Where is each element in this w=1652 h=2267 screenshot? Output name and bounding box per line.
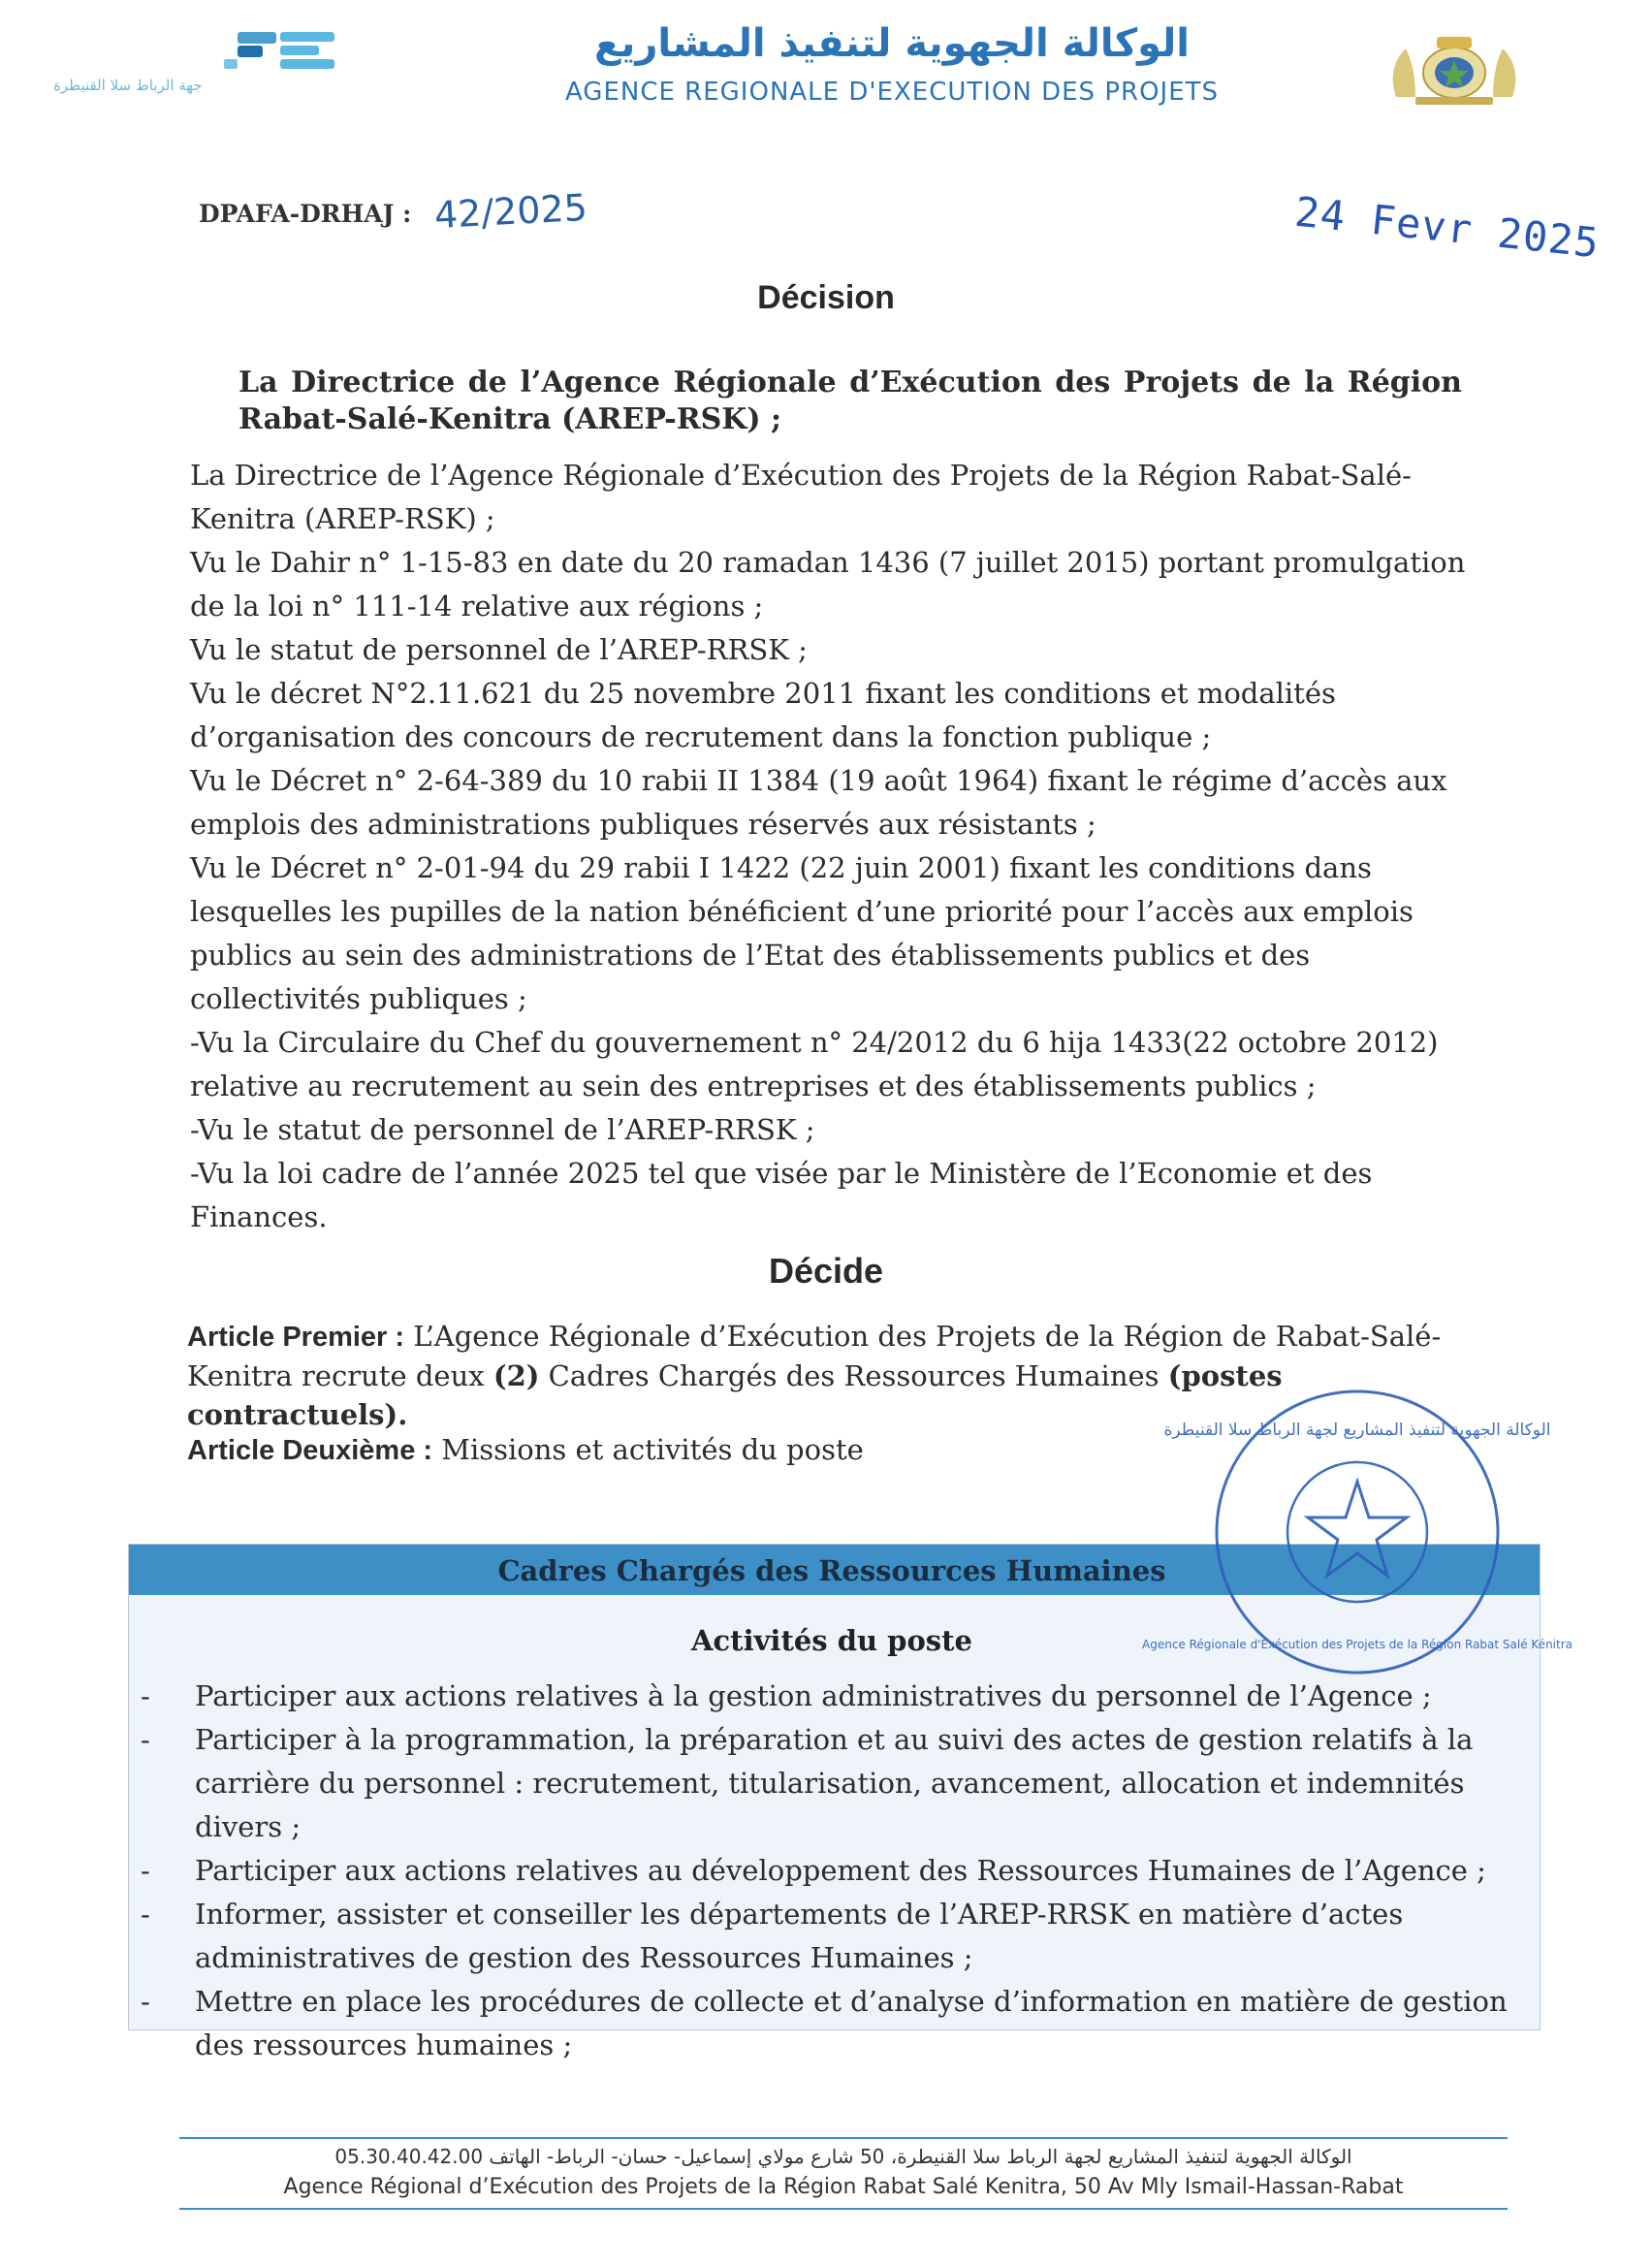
list-item: - Informer, assister et conseiller les départements de l’AREP-RRSK en matière d’actes administratives de gestion des Ressources Humaines ;: [141, 1898, 1404, 1974]
activity-text: Participer aux actions relatives au développement des Ressources Humaines de l’Agence ;: [195, 1854, 1486, 1887]
decide-title: Décide: [768, 1251, 884, 1291]
region-logo-text: جهة الرباط سلا القنيطرة: [53, 77, 203, 94]
visa-line: -Vu la loi cadre de l’année 2025 tel que visée par le Ministère de l’Economie et des Finances.: [190, 1157, 1373, 1233]
date-stamp: 24 Fevr 2025: [1292, 187, 1603, 268]
list-item: - Participer aux actions relatives au développement des Ressources Humaines de l’Agence ;: [141, 1854, 1486, 1887]
list-item: - Participer aux actions relatives à la gestion administratives du personnel de l’Agence ;: [141, 1679, 1432, 1712]
activity-text: Participer à la programmation, la préparation et au suivi des actes de gestion relatifs à la carrière du personnel : recrutement, titularisation, avancement, allocation et indemnités divers ;: [195, 1723, 1474, 1843]
article-deuxieme-label: Article Deuxième :: [187, 1435, 433, 1466]
visas-section: [190, 454, 1479, 1239]
reference-label: DPAFA-DRHAJ :: [199, 200, 412, 228]
footer-bottom-rule: [179, 2208, 1508, 2210]
article-deuxieme-text: Missions et activités du poste: [432, 1433, 864, 1466]
list-item: - Mettre en place les procédures de collecte et d’analyse d’information en matière de gestion des ressources humaines ;: [141, 1985, 1508, 2061]
visa-line: Vu le Décret n° 2-01-94 du 29 rabii I 1422 (22 juin 2001) fixant les conditions dans lesquelles les pupilles de la nation bénéficient d’une priorité pour l’accès aux emplois publics au sein des administrations de l’Etat des établissements publics et des collectivités publiques ;: [190, 851, 1414, 1015]
region-logo: [44, 24, 373, 107]
visa-line: Vu le Dahir n° 1-15-83 en date du 20 ramadan 1436 (7 juillet 2015) portant promulgation de la loi n° 111-14 relative aux régions ;: [190, 546, 1466, 623]
region-logo-icon: [44, 24, 373, 73]
document-subject: La Directrice de l’Agence Régionale d’Exécution des Projets de la Région Rabat-Salé-Kenitra (AREP-RSK) ;: [238, 366, 1462, 436]
job-title: Cadres Chargés des Ressources Humaines: [497, 1554, 1166, 1587]
kingdom-emblem-icon: [1377, 29, 1532, 112]
activity-text: Mettre en place les procédures de collecte et d’analyse d’information en matière de gestion des ressources humaines ;: [195, 1985, 1508, 2061]
document-title: Décision: [757, 279, 895, 316]
agency-name-arabic: الوكالة الجهوية لتنفيذ المشاريع: [593, 21, 1190, 66]
seal-outer-text: الوكالة الجهوية لتنفيذ المشاريع لجهة الرباط سلا القنيطرة: [1163, 1421, 1551, 1440]
visa-line: Vu le statut de personnel de l’AREP-RRSK ;: [190, 633, 808, 666]
footer-address-french: Agence Régional d’Exécution des Projets de la Région Rabat Salé Kenitra, 50 Av Mly Ismail-Hassan-Rabat: [283, 2175, 1404, 2199]
article-premier-count: (2): [492, 1359, 540, 1392]
list-item: - Participer à la programmation, la préparation et au suivi des actes de gestion relatifs à la carrière du personnel : recrutement, titularisation, avancement, allocation et indemnités divers ;: [141, 1723, 1474, 1843]
footer-top-rule: [179, 2137, 1508, 2139]
activities-list: [141, 1675, 1537, 2067]
article-premier-label: Article Premier :: [187, 1322, 405, 1353]
visa-line: Vu le Décret n° 2-64-389 du 10 rabii II 1384 (19 août 1964) fixant le régime d’accès aux emplois des administrations publiques réservés aux résistants ;: [190, 764, 1447, 841]
article-premier-type: (postes contractuels).: [187, 1359, 1283, 1431]
visa-line: -Vu le statut de personnel de l’AREP-RRSK ;: [190, 1113, 815, 1146]
official-seal-icon: [1142, 1387, 1573, 1677]
agency-name-french: AGENCE REGIONALE D'EXECUTION DES PROJETS: [564, 78, 1220, 107]
visa-line: -Vu la Circulaire du Chef du gouvernement n° 24/2012 du 6 hija 1433(22 octobre 2012) relative au recrutement au sein des entreprises et des établissements publics ;: [190, 1026, 1439, 1102]
reference-number: 42/2025: [432, 185, 588, 238]
activities-subtitle: Activités du poste: [691, 1624, 972, 1657]
article-deuxieme: [187, 1430, 1157, 1470]
visa-line: Vu le décret N°2.11.621 du 25 novembre 2011 fixant les conditions et modalités d’organisation des concours de recrutement dans la fonction publique ;: [190, 677, 1336, 753]
activity-text: Informer, assister et conseiller les départements de l’AREP-RRSK en matière d’actes administratives de gestion des Ressources Humaines ;: [195, 1898, 1404, 1974]
seal-inner-text: Agence Régionale d'Exécution des Projets de la Région Rabat Salé Kénitra: [1142, 1638, 1573, 1651]
footer-address-arabic: الوكالة الجهوية لتنفيذ المشاريع لجهة الرباط سلا القنيطرة، 50 شارع مولاي إسماعيل- حسان- الرباط- الهاتف 05.30.40.42.00: [334, 2145, 1352, 2168]
article-premier-text-b: Cadres Chargés des Ressources Humaines: [539, 1359, 1168, 1392]
activity-text: Participer aux actions relatives à la gestion administratives du personnel de l’Agence ;: [195, 1679, 1432, 1712]
article-premier-text-a: L’Agence Régionale d’Exécution des Projets de la Région de Rabat-Salé-Kenitra recrute deux: [187, 1320, 1442, 1392]
visa-line: La Directrice de l’Agence Régionale d’Exécution des Projets de la Région Rabat-Salé-Kenitra (AREP-RSK) ;: [190, 459, 1412, 535]
